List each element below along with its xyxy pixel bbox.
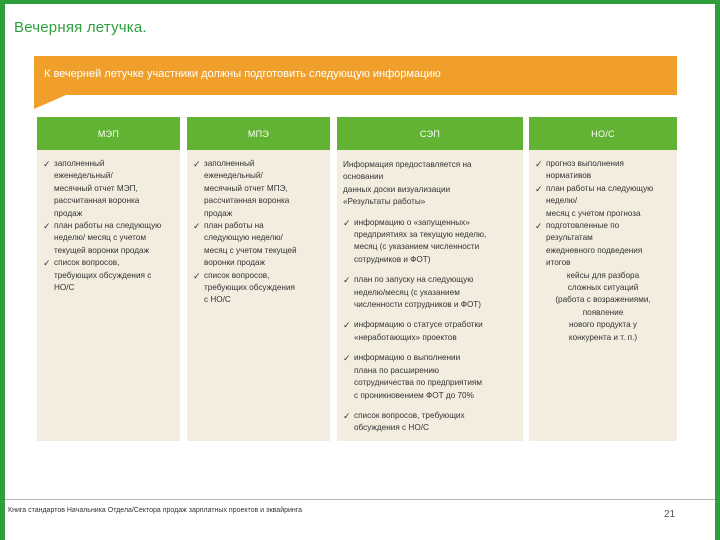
column-body (337, 150, 523, 435)
checkmark-icon: ✓ (343, 275, 351, 286)
list-item (43, 220, 174, 257)
list-item (535, 183, 671, 220)
item-text: подготовленные по результатам ежедневного подведения итогов (546, 221, 643, 268)
column-header: МПЭ (187, 117, 330, 150)
column-mep (37, 117, 180, 441)
column-tail-text: кейсы для разбора сложных ситуаций (работа с возражениями, появление нового продукта у конкурента и т. п.) (555, 270, 651, 342)
column-header: МЭП (37, 117, 180, 150)
list-item (193, 270, 324, 307)
item-text: план работы на следующую неделю/ месяц с учетом прогноза (546, 183, 654, 218)
list-item (193, 220, 324, 270)
callout-tail (34, 95, 66, 109)
column-intro: Информация предоставляется на основании данных доски визуализации «Результаты работы» (343, 160, 472, 207)
list-item (43, 257, 174, 294)
column-nos (529, 117, 677, 441)
item-text: информацию о статусе отработки «неработающих» проектов (354, 320, 483, 342)
checkmark-icon: ✓ (535, 221, 543, 232)
item-text: прогноз выполнения нормативов (546, 159, 624, 181)
checkmark-icon: ✓ (43, 221, 51, 232)
column-header: НО/С (529, 117, 677, 150)
left-border (0, 0, 5, 540)
footer-divider (5, 499, 715, 500)
column-body (187, 150, 330, 307)
callout-banner (34, 56, 677, 95)
checkmark-icon: ✓ (343, 217, 351, 228)
right-border (715, 0, 720, 540)
checkmark-icon: ✓ (535, 159, 543, 169)
slide-title: Вечерняя летучка. (14, 19, 147, 36)
page-number: 21 (664, 509, 676, 520)
footnote: Книга стандартов Начальника Отдела/Сектора продаж зарплатных проектов и эквайринга (8, 507, 303, 514)
list-item (343, 319, 517, 344)
item-text: план по запуску на следующую неделю/месяц (с указанием численности сотрудников и ФОТ) (354, 275, 482, 310)
list-item (193, 158, 324, 220)
top-border (0, 0, 720, 4)
checkmark-icon: ✓ (343, 410, 351, 421)
item-text: список вопросов, требующих обсуждения с НО/С (54, 258, 152, 293)
checkmark-icon: ✓ (193, 270, 201, 281)
column-sep (337, 117, 523, 441)
list-item (43, 158, 174, 220)
column-body (529, 150, 677, 344)
column-mpe (187, 117, 330, 441)
item-text: информацию о «запущенных» предприятиях за текущую неделю, месяц (с указанием численности сотрудников и ФОТ) (354, 217, 487, 264)
item-text: план работы на следующую неделю/ месяц с учетом текущей воронки продаж (204, 221, 297, 268)
checkmark-icon: ✓ (343, 353, 351, 364)
column-body (37, 150, 180, 294)
list-item (343, 352, 517, 402)
callout-text: К вечерней летучке участники должны подготовить следующую информацию (44, 68, 441, 80)
list-item (535, 220, 671, 270)
item-text: информацию о выполнении плана по расширению сотрудничества по предприятиям с проникновением ФОТ до 70% (354, 353, 482, 400)
checkmark-icon: ✓ (43, 159, 51, 169)
list-item (343, 274, 517, 311)
list-item (343, 217, 517, 267)
checkmark-icon: ✓ (343, 320, 351, 331)
checkmark-icon: ✓ (43, 258, 51, 269)
checkmark-icon: ✓ (193, 221, 201, 232)
column-header: СЭП (337, 117, 523, 150)
item-text: список вопросов, требующих обсуждения с НО/С (204, 270, 295, 305)
checkmark-icon: ✓ (193, 159, 201, 169)
list-item (343, 410, 517, 435)
item-text: список вопросов, требующих обсуждения с НО/С (354, 410, 465, 433)
list-item (535, 158, 671, 183)
item-text: план работы на следующую неделю/ месяц с учетом текущей воронки продаж (54, 221, 162, 255)
item-text: заполненный еженедельный/ месячный отчет МПЭ, рассчитанная воронка продаж (204, 159, 290, 218)
item-text: заполненный еженедельный/ месячный отчет МЭП, рассчитанная воронка продаж (54, 159, 140, 218)
checkmark-icon: ✓ (535, 183, 543, 194)
